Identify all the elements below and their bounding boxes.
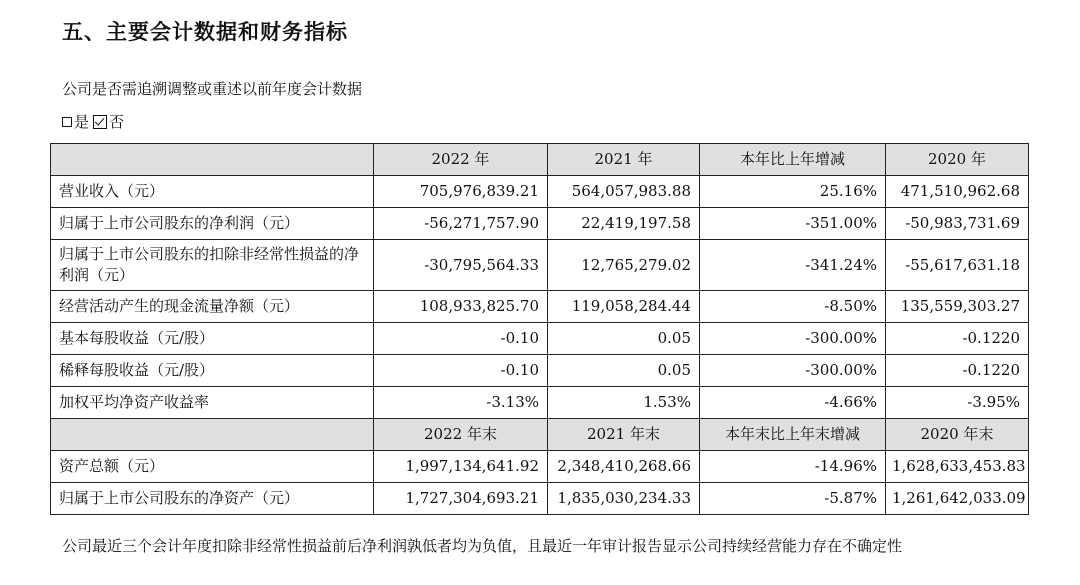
value-cell: 1,835,030,234.33 — [548, 483, 700, 515]
value-cell: 705,976,839.21 — [374, 176, 548, 208]
value-cell: -351.00% — [700, 208, 886, 240]
no-option-label: 否 — [109, 113, 125, 131]
value-cell: -8.50% — [700, 291, 886, 323]
section-title: 五、主要会计数据和财务指标 — [62, 20, 348, 44]
value-cell: -55,617,631.18 — [886, 240, 1029, 291]
unchecked-box-icon — [62, 117, 72, 127]
row-label: 营业收入（元） — [51, 176, 374, 208]
value-cell: -50,983,731.69 — [886, 208, 1029, 240]
value-cell: 1,727,304,693.21 — [374, 483, 548, 515]
value-cell: -0.1220 — [886, 323, 1029, 355]
value-cell: 22,419,197.58 — [548, 208, 700, 240]
value-cell: -3.13% — [374, 387, 548, 419]
row-label: 归属于上市公司股东的扣除非经常性损益的净利润（元） — [51, 240, 374, 291]
row-label: 资产总额（元） — [51, 451, 374, 483]
column-header: 本年末比上年末增减 — [700, 419, 886, 451]
row-label: 归属于上市公司股东的净资产（元） — [51, 483, 374, 515]
value-cell: -0.1220 — [886, 355, 1029, 387]
value-cell: 564,057,983.88 — [548, 176, 700, 208]
yes-option-label: 是 — [74, 113, 90, 131]
table-row — [51, 208, 1029, 240]
value-cell: -14.96% — [700, 451, 886, 483]
value-cell: 471,510,962.68 — [886, 176, 1029, 208]
row-label: 基本每股收益（元/股） — [51, 323, 374, 355]
value-cell: 1,997,134,641.92 — [374, 451, 548, 483]
table-row — [51, 483, 1029, 515]
table-row — [51, 240, 1029, 291]
value-cell: 135,559,303.27 — [886, 291, 1029, 323]
value-cell: 0.05 — [548, 355, 700, 387]
table-row — [51, 355, 1029, 387]
value-cell: 1,628,633,453.83 — [886, 451, 1029, 483]
value-cell: 12,765,279.02 — [548, 240, 700, 291]
footnote: 公司最近三个会计年度扣除非经常性损益前后净利润孰低者均为负值，且最近一年审计报告显示公司持续经营能力存在不确定性 — [62, 537, 903, 555]
table-row — [51, 176, 1029, 208]
column-header: 本年比上年增减 — [700, 144, 886, 176]
column-header: 2021 年末 — [548, 419, 700, 451]
row-label: 加权平均净资产收益率 — [51, 387, 374, 419]
table-row — [51, 387, 1029, 419]
value-cell: -300.00% — [700, 355, 886, 387]
row-label: 稀释每股收益（元/股） — [51, 355, 374, 387]
restatement-question: 公司是否需追溯调整或重述以前年度会计数据 — [62, 80, 363, 98]
value-cell: -3.95% — [886, 387, 1029, 419]
header-blank-cell — [51, 419, 374, 451]
column-header: 2020 年 — [886, 144, 1029, 176]
value-cell: 108,933,825.70 — [374, 291, 548, 323]
column-header: 2021 年 — [548, 144, 700, 176]
checked-box-icon — [93, 115, 107, 129]
value-cell: 0.05 — [548, 323, 700, 355]
table-header-row-annual — [51, 144, 1029, 176]
value-cell: -4.66% — [700, 387, 886, 419]
value-cell: 1,261,642,033.09 — [886, 483, 1029, 515]
value-cell: -0.10 — [374, 323, 548, 355]
value-cell: -0.10 — [374, 355, 548, 387]
value-cell: -300.00% — [700, 323, 886, 355]
column-header: 2022 年 — [374, 144, 548, 176]
row-label: 归属于上市公司股东的净利润（元） — [51, 208, 374, 240]
value-cell: 1.53% — [548, 387, 700, 419]
table-row — [51, 323, 1029, 355]
value-cell: -5.87% — [700, 483, 886, 515]
row-label: 经营活动产生的现金流量净额（元） — [51, 291, 374, 323]
financial-indicators-table — [50, 143, 1029, 515]
header-blank-cell — [51, 144, 374, 176]
value-cell: -341.24% — [700, 240, 886, 291]
value-cell: 25.16% — [700, 176, 886, 208]
value-cell: 2,348,410,268.66 — [548, 451, 700, 483]
column-header: 2020 年末 — [886, 419, 1029, 451]
table-row — [51, 291, 1029, 323]
value-cell: -56,271,757.90 — [374, 208, 548, 240]
value-cell: -30,795,564.33 — [374, 240, 548, 291]
table-row — [51, 451, 1029, 483]
value-cell: 119,058,284.44 — [548, 291, 700, 323]
table-header-row-year-end — [51, 419, 1029, 451]
column-header: 2022 年末 — [374, 419, 548, 451]
restatement-answer — [62, 111, 124, 132]
